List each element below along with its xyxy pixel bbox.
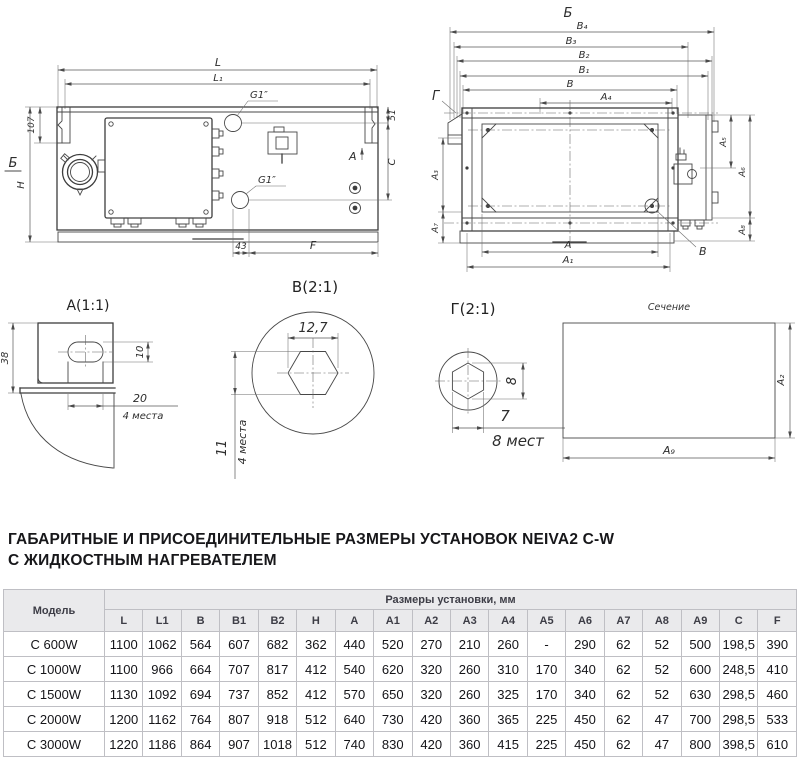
dimension-cell: 540 (335, 657, 373, 682)
dim-label-8: 8 (505, 376, 520, 386)
port-g1-top (225, 90, 389, 132)
detail-b-title: В(2:1) (291, 278, 339, 296)
dimension-cell: 260 (450, 682, 488, 707)
dimension-cell: 52 (643, 657, 681, 682)
dimension-cell: 1220 (105, 732, 143, 757)
detail-b-dims (215, 321, 338, 479)
detail-a-marker: A (349, 150, 357, 163)
dimensions-table (3, 589, 797, 757)
column-header-A6: A6 (566, 610, 604, 632)
section-dims (563, 323, 795, 462)
column-header-A7: A7 (604, 610, 642, 632)
table-row (4, 707, 797, 732)
dimension-cell: 1100 (105, 657, 143, 682)
dimension-cell: 1018 (258, 732, 296, 757)
detail-g-body (435, 348, 503, 414)
table-body (4, 632, 797, 757)
dimension-cell: 966 (143, 657, 181, 682)
dimension-cell: 864 (181, 732, 219, 757)
dim-label-a7: А₇ (431, 223, 441, 233)
dim-label-a9: А₉ (663, 444, 675, 457)
drain-fittings (350, 183, 361, 214)
dim-label-20: 20 (133, 392, 147, 405)
column-header-C: C (720, 610, 758, 632)
model-cell: С 2000W (4, 707, 105, 732)
dimension-cell: 210 (450, 632, 488, 657)
dimension-cell: 664 (181, 657, 219, 682)
dimension-cell: 610 (758, 732, 797, 757)
dimension-cell: 365 (489, 707, 527, 732)
dimension-cell: 533 (758, 707, 797, 732)
bottom-dims (233, 209, 378, 257)
port-label-g1-bottom: G1″ (258, 175, 276, 186)
dim-label-c: C (387, 158, 398, 166)
dimension-cell: 630 (681, 682, 719, 707)
dimension-cell: 607 (220, 632, 258, 657)
column-header-A2: A2 (412, 610, 450, 632)
dimension-cell: 320 (412, 657, 450, 682)
dim-label-a4: А₄ (600, 92, 612, 103)
dim-label-f: F (309, 239, 317, 252)
dimension-cell: 907 (220, 732, 258, 757)
detail-g-dims (452, 363, 565, 450)
dimension-cell: 460 (758, 682, 797, 707)
column-header-A9: A9 (681, 610, 719, 632)
table-row (4, 657, 797, 682)
dimension-cell: 360 (450, 707, 488, 732)
detail-b-note: 4 места (236, 419, 249, 465)
dimension-cell: 564 (181, 632, 219, 657)
dimension-cell: 298,5 (720, 707, 758, 732)
detail-a-drawing (0, 288, 200, 483)
dimension-cell: 1130 (105, 682, 143, 707)
model-cell: С 1500W (4, 682, 105, 707)
dimension-cell: 807 (220, 707, 258, 732)
detail-a-note: 4 места (122, 411, 164, 422)
column-header-A3: A3 (450, 610, 488, 632)
model-cell: С 600W (4, 632, 105, 657)
dimension-cell: 650 (374, 682, 412, 707)
column-header-A1: A1 (374, 610, 412, 632)
dimension-cell: 852 (258, 682, 296, 707)
front-view-drawing (418, 2, 798, 280)
dimension-cell: 360 (450, 732, 488, 757)
dim-label-b2: В₂ (578, 50, 590, 61)
dimension-cell: 420 (412, 732, 450, 757)
dimension-cell: 325 (489, 682, 527, 707)
dim-label-l1: L₁ (213, 73, 223, 84)
dimension-cell: 340 (566, 657, 604, 682)
dimension-cell: 1092 (143, 682, 181, 707)
model-cell: С 3000W (4, 732, 105, 757)
dimension-cell: 707 (220, 657, 258, 682)
detail-g-note: 8 мест (492, 432, 544, 450)
dimension-cell: 420 (412, 707, 450, 732)
dim-label-a3: А₃ (431, 170, 441, 180)
dimension-cell: 298,5 (720, 682, 758, 707)
dimension-cell: 1162 (143, 707, 181, 732)
dimension-cell: 740 (335, 732, 373, 757)
dimension-cell: 225 (527, 732, 565, 757)
box-side-tab (98, 160, 105, 172)
table-head (4, 590, 797, 632)
dimension-cell: 52 (643, 632, 681, 657)
detail-a-title: А(1:1) (66, 298, 110, 314)
dim-label-l: L (214, 56, 222, 69)
table-row (4, 732, 797, 757)
column-header-B2: B2 (258, 610, 296, 632)
dimension-cell: 682 (258, 632, 296, 657)
model-cell: С 1000W (4, 657, 105, 682)
dimension-cell: 450 (566, 732, 604, 757)
detail-g-marker: Г (432, 89, 440, 104)
dimension-cell: 830 (374, 732, 412, 757)
dim-label-10: 10 (135, 345, 146, 359)
dimension-cell: 764 (181, 707, 219, 732)
pressure-switch (268, 127, 297, 163)
section-body (563, 323, 775, 438)
dim-label-h: H (16, 181, 27, 189)
dimension-cell: 170 (527, 657, 565, 682)
dimension-cell: 310 (489, 657, 527, 682)
dim-label-7: 7 (500, 407, 510, 425)
dimension-cell: 320 (412, 682, 450, 707)
port-label-g1-top: G1″ (250, 90, 268, 101)
column-header-B1: B1 (220, 610, 258, 632)
dimension-cell: 600 (681, 657, 719, 682)
model-header: Модель (4, 590, 105, 632)
column-header-A: A (335, 610, 373, 632)
dim-label-b1: В₁ (578, 65, 590, 76)
column-header-A8: A8 (643, 610, 681, 632)
dim-label-a6: А₆ (738, 167, 748, 177)
column-header-A4: A4 (489, 610, 527, 632)
dimension-cell: 694 (181, 682, 219, 707)
detail-b-marker: В (699, 245, 707, 258)
dimension-cell: 1062 (143, 632, 181, 657)
dimension-cell: 260 (489, 632, 527, 657)
dimension-cell: 412 (297, 682, 335, 707)
column-header-H: H (297, 610, 335, 632)
page-title (8, 529, 728, 571)
view-label-b: Б (8, 156, 18, 171)
side-view-drawing (0, 45, 405, 277)
front-view-body (444, 100, 718, 258)
dim-label-a: А (564, 240, 572, 251)
column-header-B: B (181, 610, 219, 632)
front-view-left-dims (431, 138, 462, 243)
dimension-cell: 440 (335, 632, 373, 657)
dimension-cell: 1186 (143, 732, 181, 757)
detail-a-pointer (348, 148, 362, 163)
dimension-cell: 1100 (105, 632, 143, 657)
dimension-cell: 52 (643, 682, 681, 707)
electrical-box (98, 118, 223, 227)
dimension-cell: 817 (258, 657, 296, 682)
dimension-cell: 500 (681, 632, 719, 657)
dim-label-b3: В₃ (565, 36, 577, 47)
dim-label-51: 51 (388, 109, 398, 121)
dimension-cell: 520 (374, 632, 412, 657)
port-g1-bottom (232, 175, 393, 209)
section-drawing (552, 290, 797, 468)
side-view-dimensions (5, 56, 377, 242)
column-header-A5: A5 (527, 610, 565, 632)
section-title: Сечение (647, 302, 691, 313)
dim-label-b4: В₄ (576, 21, 588, 32)
dim-label-43: 43 (235, 242, 247, 252)
center-lines (444, 100, 718, 246)
right-side-dims (387, 107, 398, 200)
dimension-cell: 198,5 (720, 632, 758, 657)
dimension-cell: 362 (297, 632, 335, 657)
dimension-cell: 1200 (105, 707, 143, 732)
dim-label-a2: А₂ (776, 374, 787, 386)
table-row (4, 632, 797, 657)
dimension-cell: 398,5 (720, 732, 758, 757)
dimension-cell: 62 (604, 682, 642, 707)
dimension-cell: 225 (527, 707, 565, 732)
dimension-cell: 62 (604, 632, 642, 657)
dimension-cell: 290 (566, 632, 604, 657)
dimension-cell: 800 (681, 732, 719, 757)
dim-label-a8: А₈ (738, 225, 748, 235)
dimension-cell: 415 (489, 732, 527, 757)
column-header-F: F (758, 610, 797, 632)
dimension-cell: 248,5 (720, 657, 758, 682)
front-view-right-dims (674, 115, 755, 241)
dim-label-a1: А₁ (562, 255, 574, 266)
group-header: Размеры установки, мм (105, 590, 797, 610)
detail-g-pointer (432, 89, 456, 113)
dimension-cell: 512 (297, 707, 335, 732)
detail-a-body (20, 323, 115, 468)
dimension-cell: 62 (604, 732, 642, 757)
detail-g-title: Г(2:1) (450, 300, 496, 318)
cable-glands-right (212, 129, 223, 200)
dim-label-107: 107 (27, 116, 37, 134)
page-title-line2: С ЖИДКОСТНЫМ НАГРЕВАТЕЛЕМ (8, 552, 277, 569)
dimension-cell: 620 (374, 657, 412, 682)
dimension-cell: 260 (450, 657, 488, 682)
detail-a-dims (0, 323, 178, 422)
dimension-cell: 412 (297, 657, 335, 682)
dimension-cell: 47 (643, 732, 681, 757)
dimension-cell: 450 (566, 707, 604, 732)
dimension-cell: 570 (335, 682, 373, 707)
dimension-cell: 512 (297, 732, 335, 757)
dimension-cell: 390 (758, 632, 797, 657)
page-title-line1: ГАБАРИТНЫЕ И ПРИСОЕДИНИТЕЛЬНЫЕ РАЗМЕРЫ УСТАНОВОК NEIVA2 C-W (8, 531, 615, 548)
front-view-stacked-dims (450, 21, 714, 122)
table-columns-row (4, 610, 797, 632)
detail-b-drawing (205, 272, 385, 497)
dimension-cell: 340 (566, 682, 604, 707)
dim-label-12-7: 12,7 (298, 321, 328, 336)
dim-label-38: 38 (0, 351, 11, 365)
dimension-cell: 410 (758, 657, 797, 682)
column-header-L1: L1 (143, 610, 181, 632)
table-row (4, 682, 797, 707)
dimension-cell: 737 (220, 682, 258, 707)
dimension-cell: 170 (527, 682, 565, 707)
dimension-cell: 918 (258, 707, 296, 732)
dim-label-11: 11 (215, 439, 230, 457)
dimension-cell: 47 (643, 707, 681, 732)
dimension-cell: 62 (604, 707, 642, 732)
dimension-cell: 700 (681, 707, 719, 732)
dimension-cell: 270 (412, 632, 450, 657)
dim-label-a5: А₅ (719, 137, 729, 147)
column-header-L: L (105, 610, 143, 632)
dimension-cell: 62 (604, 657, 642, 682)
view-label-top: Б (563, 6, 573, 21)
dim-label-b: В (566, 79, 574, 90)
dimension-cell: - (527, 632, 565, 657)
cable-glands-bottom (111, 218, 206, 227)
dimension-cell: 640 (335, 707, 373, 732)
round-flange (61, 154, 98, 195)
dimension-cell: 730 (374, 707, 412, 732)
side-box (674, 115, 718, 229)
